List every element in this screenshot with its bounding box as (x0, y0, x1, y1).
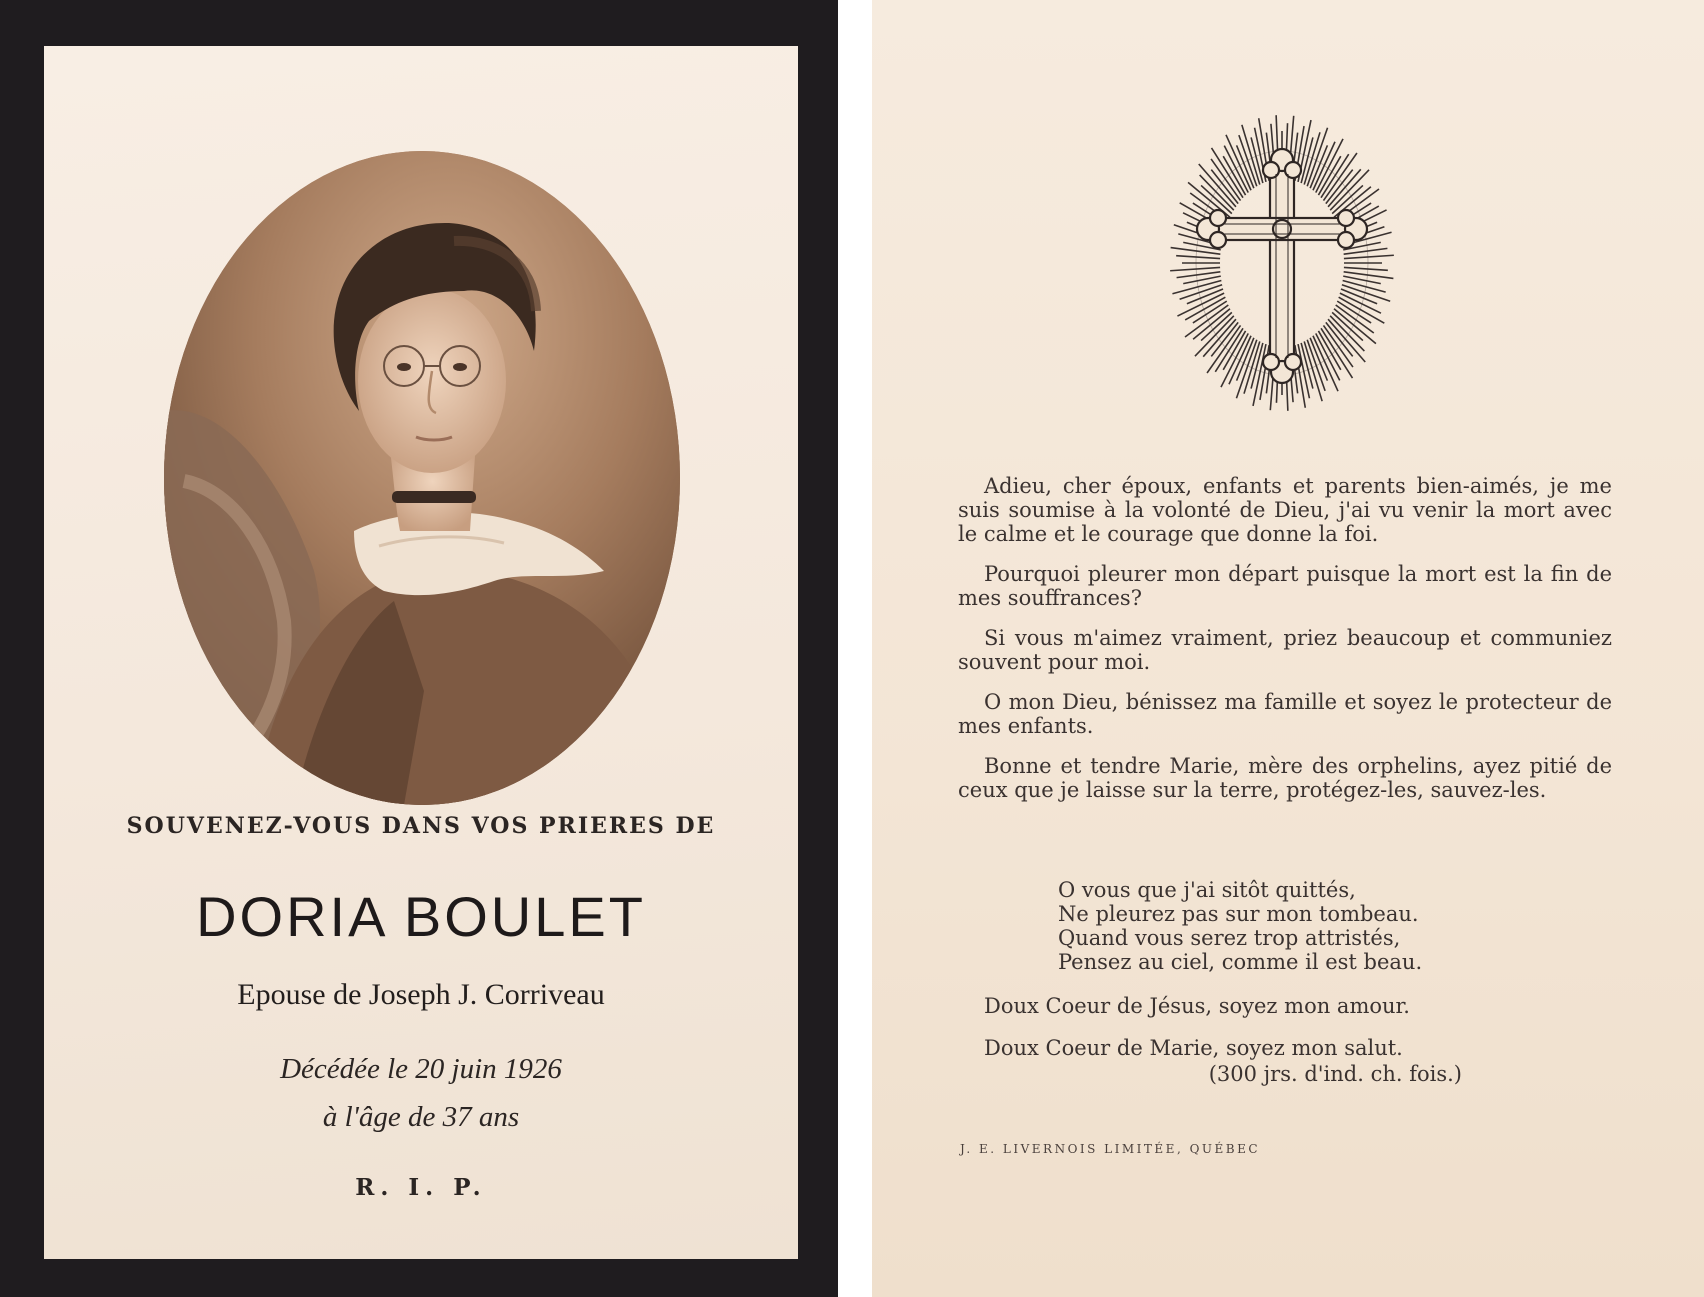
deceased-name: DORIA BOULET (196, 885, 646, 948)
prayer-paragraph: Si vous m'aimez vraiment, priez beaucoup et communiez souvent pour moi. (958, 626, 1612, 674)
poem-line: Pensez au ciel, comme il est beau. (1058, 950, 1423, 974)
invocation-jesus: Doux Coeur de Jésus, soyez mon amour. (984, 994, 1410, 1018)
poem-line: Quand vous serez trop attristés, (1058, 926, 1401, 950)
ray-line (1229, 336, 1251, 384)
poem-line: O vous que j'ai sitôt quittés, (1058, 878, 1356, 902)
card-front-paper (44, 46, 798, 1259)
invocation-marie: Doux Coeur de Marie, soyez mon salut. (984, 1036, 1403, 1060)
ray-line (1176, 256, 1220, 259)
prayer-paragraph: Bonne et tendre Marie, mère des orphelins, ayez pitié de ceux que je laisse sur la terre, protégez-les, sauvez-les. (958, 754, 1612, 802)
spouse-line: Epouse de Joseph J. Corriveau (237, 978, 605, 1011)
ray-line (1343, 280, 1386, 292)
indulgence-note: (300 jrs. d'ind. ch. fois.) (1208, 1062, 1462, 1086)
poem-line: Ne pleurez pas sur mon tombeau. (1058, 902, 1419, 926)
ray-line (1336, 305, 1374, 333)
memorial-card-front (0, 0, 838, 1297)
death-date: Décédée le 20 juin 1926 (280, 1053, 562, 1085)
remember-heading: SOUVENEZ-VOUS DANS VOS PRIERES DE (126, 813, 716, 839)
age-at-death: à l'âge de 37 ans (322, 1101, 520, 1133)
ray-line (1313, 142, 1335, 190)
memorial-card-back (872, 0, 1704, 1297)
prayer-paragraph: Adieu, cher époux, enfants et parents bien-aimés, je me suis soumise à la volonté de Dieu, j'ai vu venir la mort avec le calme et le courage que donne la foi. (958, 474, 1612, 546)
portrait-illustration (164, 151, 680, 805)
radiant-cross-icon (1162, 108, 1402, 418)
ray-line (1170, 267, 1220, 270)
ray-line (1193, 309, 1230, 339)
prayer-paragraph: Pourquoi pleurer mon départ puisque la mort est la fin de mes souffrances? (958, 562, 1612, 610)
printer-imprint: J. E. LIVERNOIS LIMITÉE, QUÉBEC (960, 1142, 1261, 1156)
prayer-text (958, 474, 1612, 818)
poem-verse (1058, 878, 1618, 974)
portrait-photo (164, 151, 680, 805)
rip-text: R. I. P. (355, 1174, 487, 1201)
ray-line (1344, 255, 1394, 258)
prayer-paragraph: O mon Dieu, bénissez ma famille et soyez le protecteur de mes enfants. (958, 690, 1612, 738)
ray-line (1344, 267, 1388, 270)
